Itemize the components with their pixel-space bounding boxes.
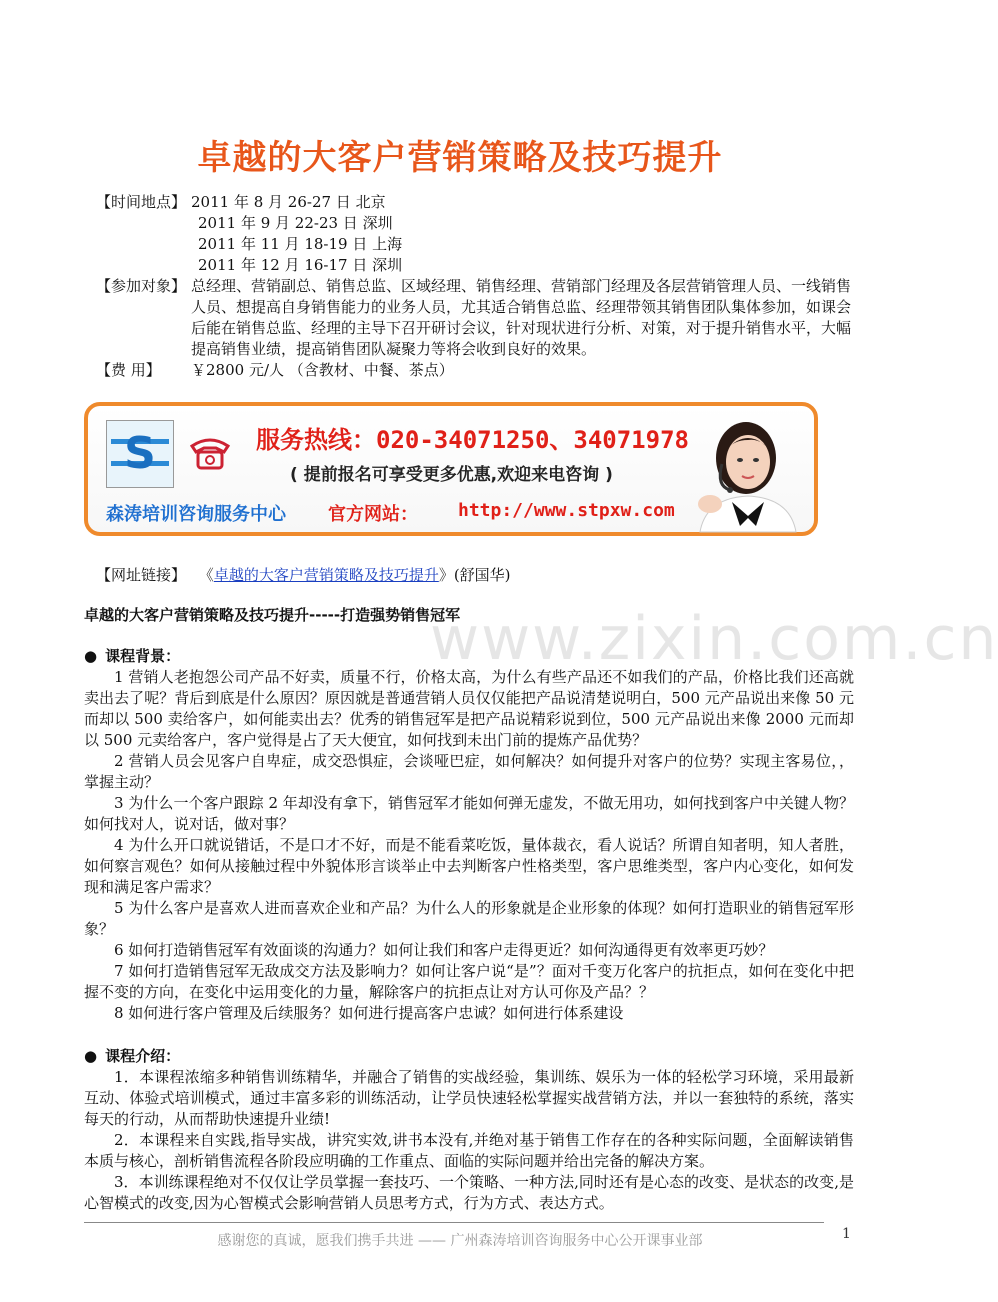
background-para: 3 为什么一个客户跟踪 2 年却没有拿下，销售冠军才能如何弹无虚发，不做无用功，如何找到客户中关键人物？如何找对人，说对话，做对事？ xyxy=(84,794,854,833)
session-4: 2011 年 12 月 16-17 日 深圳 xyxy=(198,256,403,274)
center-name: 森涛培训咨询服务中心 xyxy=(106,504,286,525)
background-para: 8 如何进行客户管理及后续服务？如何进行提高客户忠诚？如何进行体系建设 xyxy=(114,1004,624,1022)
link-line xyxy=(96,564,511,585)
background-section xyxy=(84,646,854,1024)
watermark: www.zixin.com.cn xyxy=(430,604,998,674)
link-label: 【网址链接】 xyxy=(96,566,187,584)
time-label: 【时间地点】 xyxy=(96,193,187,211)
company-logo: S xyxy=(106,420,174,488)
session-3: 2011 年 11 月 18-19 日 上海 xyxy=(198,235,403,253)
site-url: http://www.stpxw.com xyxy=(458,500,675,521)
audience-text: 总经理、营销副总、销售总监、区域经理、销售经理、营销部门经理及各层营销管理人员、一线销售人员、想提高自身销售能力的业务人员，尤其适合销售总监、经理带领其销售团队集体参加，如课会后能在销售总监、经理的主导下召开研讨会议，针对现状进行分析、对策，对于提升销售水平，大幅提高销售业绩，提高销售团队凝聚力等将会收到良好的效果。 xyxy=(191,277,852,358)
service-banner xyxy=(84,402,818,536)
background-para: 1 营销人老抱怨公司产品不好卖，质量不行，价格太高，为什么有些产品还不如我们的产品，价格比我们还高就卖出去了呢？背后到底是什么原因？原因就是普通营销人员仅仅能把产品说清楚说明白，500 元产品说出来像 50 元而却以 500 卖给客户，如何能卖出去？优秀的销售冠军是把产品说精彩说到位，500 元产品说出来像 2000 元而却以 500 元卖给客户，客户觉得是占了天大便宜，如何找到未出门前的提炼产品优势？ xyxy=(84,668,854,749)
page-title: 卓越的大客户营销策略及技巧提升 xyxy=(197,138,723,178)
footer-text: 感谢您的真诚，愿我们携手共进 —— 广州森涛培训咨询服务中心公开课事业部 xyxy=(217,1233,703,1249)
intro-para: 3．本训练课程绝对不仅仅让学员掌握一套技巧、一个策略、一种方法,同时还有是心态的改变、是状态的改变,是心智模式的改变,因为心智模式会影响营销人员思考方式，行为方式、表达方式。 xyxy=(84,1173,854,1212)
course-subtitle: 卓越的大客户营销策略及技巧提升-----打造强势销售冠军 xyxy=(84,606,461,624)
intro-para: 2．本课程来自实践,指导实战，讲究实效,讲书本没有,并绝对基于销售工作存在的各种实际问题，全面解读销售本质与核心，剖析销售流程各阶段应明确的工作重点、面临的实际问题并给出完备的解决方案。 xyxy=(84,1131,854,1170)
telephone-icon xyxy=(186,432,234,472)
intro-section xyxy=(84,1046,854,1214)
audience-label: 【参加对象】 xyxy=(96,277,187,295)
background-para: 5 为什么客户是喜欢人进而喜欢企业和产品？为什么人的形象就是企业形象的体现？如何打造职业的销售冠军形象？ xyxy=(84,899,854,938)
agent-photo xyxy=(670,406,810,532)
course-link[interactable]: 卓越的大客户营销策略及技巧提升 xyxy=(213,566,439,584)
schedule-block xyxy=(96,192,856,276)
session-2: 2011 年 9 月 22-23 日 深圳 xyxy=(198,214,393,232)
fee-label: 【费 用】 xyxy=(96,361,161,379)
hotline-numbers: 020-34071250、34071978 xyxy=(376,426,689,454)
bullet-icon: ● xyxy=(84,647,98,665)
site-label: 官方网站： xyxy=(328,504,418,525)
fee-text: ￥2800 元/人 （含教材、中餐、茶点） xyxy=(191,361,454,379)
background-para: 7 如何打造销售冠军无敌成交方法及影响力？如何让客户说“是”？面对千变万化客户的抗拒点，如何在变化中把握不变的方向，在变化中运用变化的力量，解除客户的抗拒点让对方认可你及产品？？ xyxy=(84,962,854,1001)
background-para: 2 营销人员会见客户自卑症，成交恐惧症，会谈哑巴症，如何解决？如何提升对客户的位势？实现主客易位，，掌握主动？ xyxy=(84,752,854,791)
intro-para: 1．本课程浓缩多种销售训练精华，并融合了销售的实战经验，集训练、娱乐为一体的轻松学习环境，采用最新互动、体验式培训模式，通过丰富多彩的训练活动，让学员快速轻松掌握实战营销方法，并以一套独特的系统，落实每天的行动，从而帮助快速提升业绩! xyxy=(84,1068,854,1128)
background-para: 6 如何打造销售冠军有效面谈的沟通力？如何让我们和客户走得更近？如何沟通得更有效率更巧妙？ xyxy=(114,941,774,959)
audience-block xyxy=(96,276,856,360)
intro-title: 课程介绍： xyxy=(105,1047,181,1065)
footer-divider xyxy=(84,1222,824,1223)
banner-subline: ( 提前报名可享受更多优惠,欢迎来电咨询 ) xyxy=(290,465,613,485)
session-1: 2011 年 8 月 26-27 日 北京 xyxy=(191,193,386,211)
hotline xyxy=(256,420,689,455)
background-para: 4 为什么开口就说错话，不是口才不好，而是不能看菜吃饭，量体裁衣，看人说话？所谓自知者明，知人者胜，如何察言观色？如何从接触过程中外貌体形言谈举止中去判断客户性格类型，客户思维类型，客户内心变化，如何发现和满足客户需求？ xyxy=(84,836,854,896)
page-number: 1 xyxy=(842,1226,851,1242)
hotline-label: 服务热线： xyxy=(256,426,376,454)
fee-block xyxy=(96,360,856,381)
link-open-bracket: 《 xyxy=(198,566,214,584)
link-author: 》(舒国华) xyxy=(438,566,511,584)
background-title: 课程背景： xyxy=(105,647,181,665)
bullet-icon: ● xyxy=(84,1047,98,1065)
